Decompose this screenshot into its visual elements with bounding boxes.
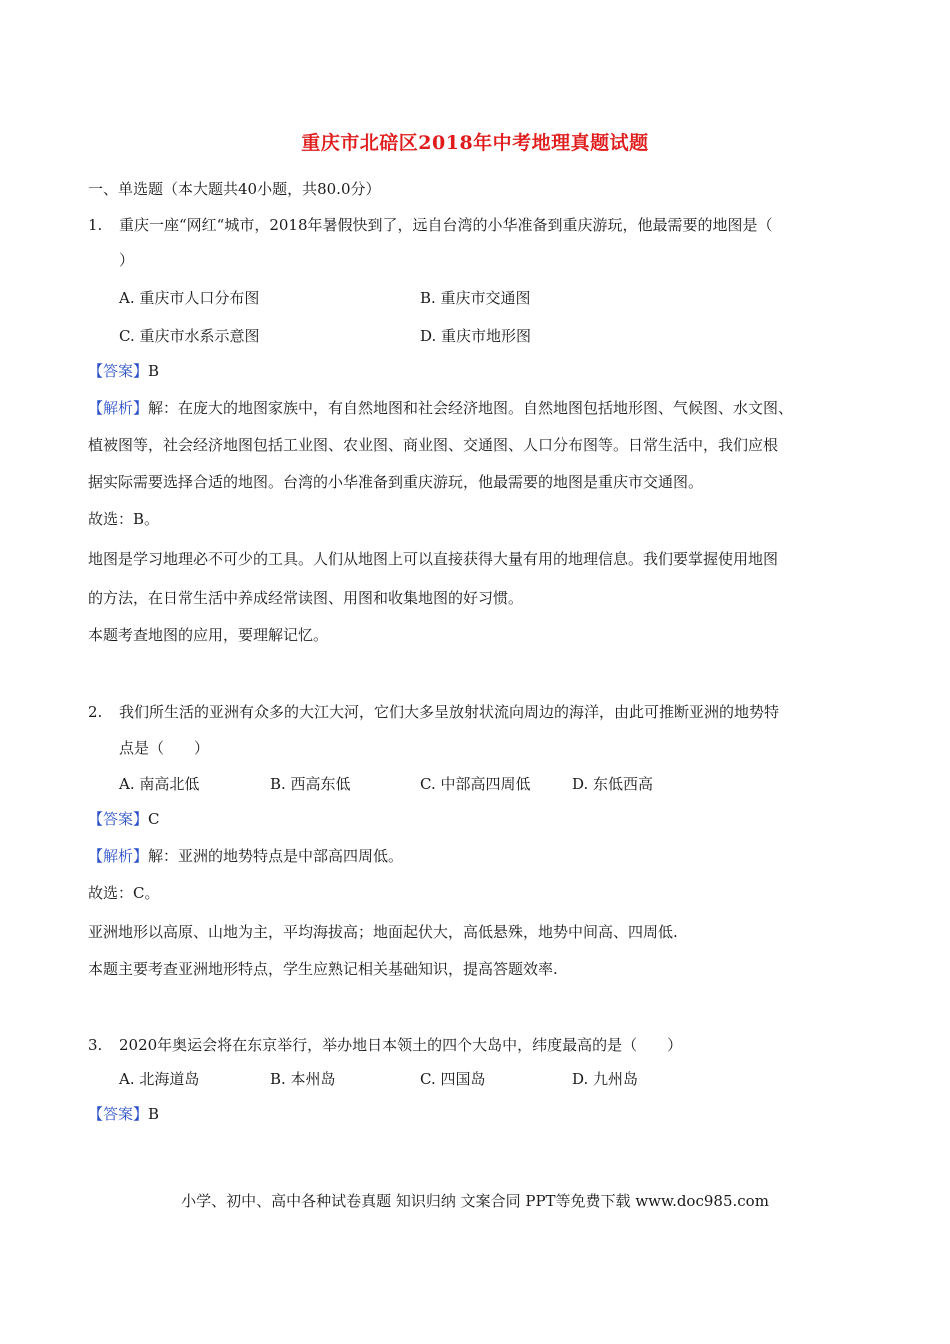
q2-stem-line1: 我们所生活的亚洲有众多的大江大河，它们大多呈放射状流向周边的海洋，由此可推断亚洲的地势特 [119, 703, 780, 721]
q3-option-b: B. 本州岛 [270, 1070, 336, 1088]
q3-option-a: A. 北海道岛 [119, 1070, 200, 1088]
analysis-tag: 【解析】 [88, 847, 149, 865]
q2-option-d: D. 东低西高 [572, 775, 654, 793]
q2-option-b: B. 西高东低 [270, 775, 351, 793]
answer-tag: 【答案】 [88, 1105, 149, 1123]
q1-stem-line2: ） [119, 251, 135, 269]
q3-stem-line1: 2020年奥运会将在东京举行，举办地日本领土的四个大岛中，纬度最高的是（ ） [119, 1036, 683, 1054]
q3-number: 3. [88, 1036, 103, 1054]
answer-tag: 【答案】 [88, 362, 149, 380]
q1-answer: B [148, 362, 160, 380]
q2-note-line1: 亚洲地形以高原、山地为主，平均海拔高；地面起伏大，高低悬殊，地势中间高、四周低. [88, 923, 678, 941]
q2-answer-row [88, 808, 160, 830]
q1-option-a: A. 重庆市人口分布图 [119, 289, 260, 307]
q1-note-line2: 的方法，在日常生活中养成经常读图、用图和收集地图的好习惯。 [88, 589, 524, 607]
q2-analysis-row [88, 845, 403, 867]
analysis-tag: 【解析】 [88, 399, 149, 417]
q3-option-c: C. 四国岛 [420, 1070, 486, 1088]
q2-analysis-line1: 解：亚洲的地势特点是中部高四周低。 [148, 847, 404, 865]
page-title: 重庆市北碚区2018年中考地理真题试题 [301, 132, 649, 154]
q1-choice: 故选：B。 [88, 510, 160, 528]
q1-analysis-line1: 解：在庞大的地图家族中，有自然地图和社会经济地图。自然地图包括地形图、气候图、水文图、 [148, 399, 794, 417]
section-heading: 一、单选题（本大题共40小题，共80.0分） [88, 180, 381, 198]
q1-stem-line1: 重庆一座“网红“城市，2018年暑假快到了，远自台湾的小华准备到重庆游玩，他最需要的地图是（ [119, 216, 773, 234]
q2-note-line2: 本题主要考查亚洲地形特点，学生应熟记相关基础知识，提高答题效率. [88, 960, 558, 978]
q1-note-line1: 地图是学习地理必不可少的工具。人们从地图上可以直接获得大量有用的地理信息。我们要掌握使用地图 [88, 550, 779, 568]
q1-option-d: D. 重庆市地形图 [420, 327, 532, 345]
q2-answer: C [148, 810, 160, 828]
q1-option-c: C. 重庆市水系示意图 [119, 327, 260, 345]
q3-answer-row [88, 1103, 159, 1125]
q3-answer: B [148, 1105, 160, 1123]
q2-number: 2. [88, 703, 103, 721]
q2-choice: 故选：C。 [88, 884, 160, 902]
q1-number: 1. [88, 216, 103, 234]
q1-analysis-row [88, 397, 793, 419]
page-footer: 小学、初中、高中各种试卷真题 知识归纳 文案合同 PPT等免费下载 www.doc985.com [181, 1192, 769, 1210]
q1-analysis-line3: 据实际需要选择合适的地图。台湾的小华准备到重庆游玩，他最需要的地图是重庆市交通图。 [88, 473, 704, 491]
answer-tag: 【答案】 [88, 810, 149, 828]
q2-option-c: C. 中部高四周低 [420, 775, 531, 793]
q3-option-d: D. 九州岛 [572, 1070, 639, 1088]
q2-option-a: A. 南高北低 [119, 775, 200, 793]
q1-note-line3: 本题考查地图的应用，要理解记忆。 [88, 626, 329, 644]
q1-analysis-line2: 植被图等，社会经济地图包括工业图、农业图、商业图、交通图、人口分布图等。日常生活中，我们应根 [88, 436, 779, 454]
q1-option-b: B. 重庆市交通图 [420, 289, 531, 307]
q1-answer-row [88, 360, 159, 382]
q2-stem-line2: 点是（ ） [119, 739, 210, 757]
